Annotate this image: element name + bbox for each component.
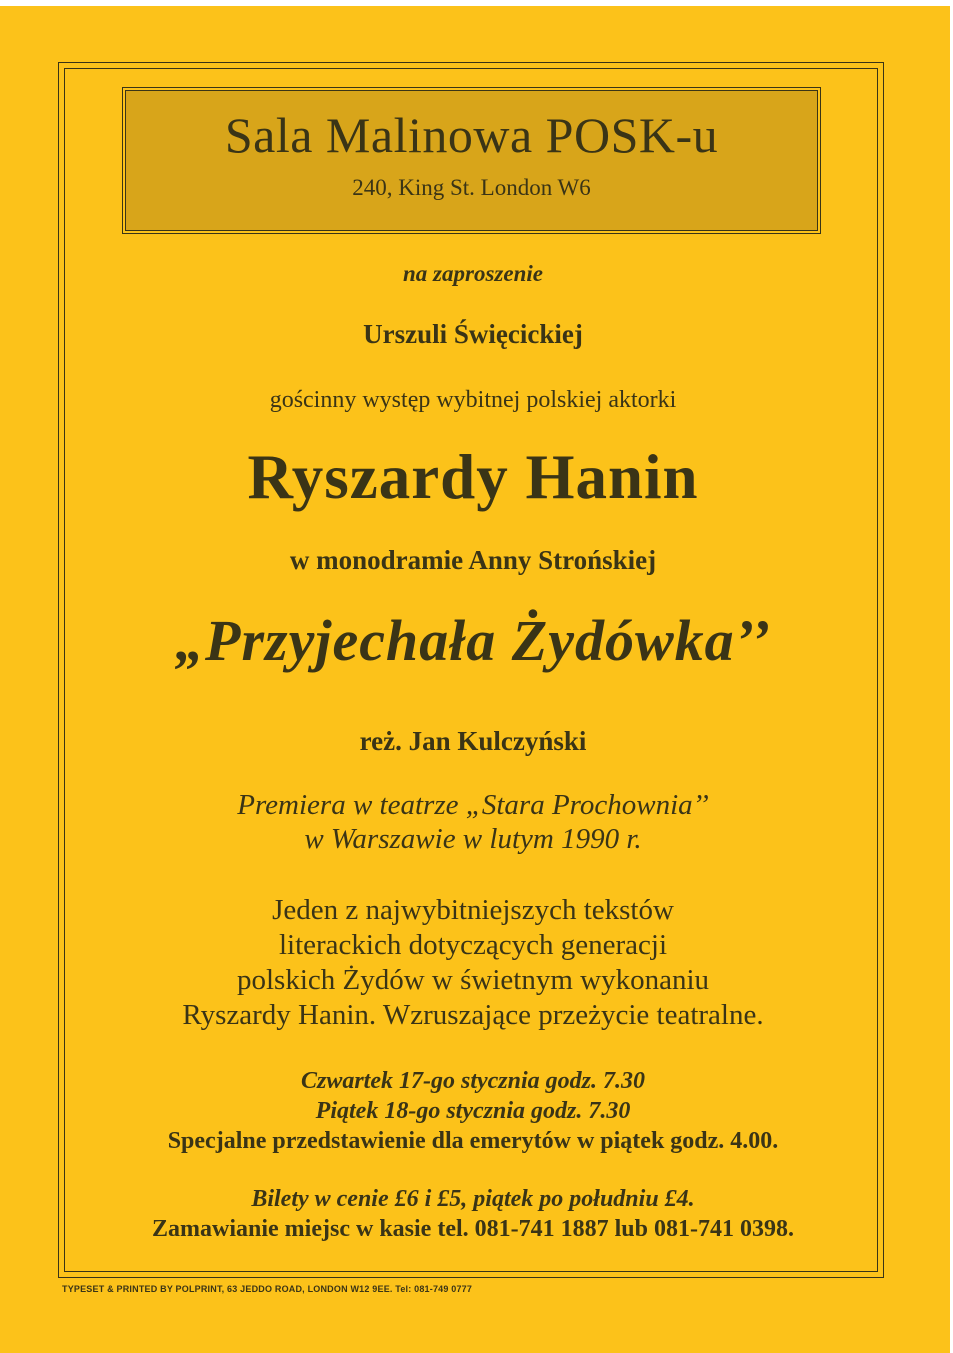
premiere-line-1: Premiera w teatrze „Stara Prochownia’’: [237, 789, 709, 821]
performance-date-1: Czwartek 17-go stycznia godz. 7.30: [300, 1068, 645, 1094]
blurb-line-1: Jeden z najwybitniejszych tekstów: [272, 894, 674, 926]
monodrama-line: w monodramie Anny Strońskiej: [289, 545, 657, 575]
venue-address: 240, King St. London W6: [352, 175, 591, 200]
booking-info: Zamawianie miejsc w kasie tel. 081-741 1887 lub 081-741 0398.: [152, 1216, 794, 1242]
invitation-intro: na zaproszenie: [403, 261, 543, 286]
play-title: „Przyjechała Żydówka’’: [175, 608, 771, 673]
performance-date-2: Piątek 18-go stycznia godz. 7.30: [315, 1098, 631, 1124]
printer-credit: TYPESET & PRINTED BY POLPRINT, 63 JEDDO ROAD, LONDON W12 9EE. Tel: 081-749 0777: [62, 1284, 473, 1294]
director-credit: reż. Jan Kulczyński: [359, 726, 587, 756]
blurb-line-3: polskich Żydów w świetnym wykonaniu: [236, 964, 709, 996]
venue-header: [125, 90, 818, 231]
special-performance: Specjalne przedstawienie dla emerytów w piątek godz. 4.00.: [167, 1128, 779, 1154]
premiere-line-2: w Warszawie w lutym 1990 r.: [304, 823, 642, 855]
venue-title: Sala Malinowa POSK-u: [224, 107, 719, 163]
actress-name: Ryszardy Hanin: [247, 442, 699, 512]
host-name: Urszuli Święcickiej: [363, 319, 583, 349]
blurb-line-2: literackich dotyczących generacji: [278, 929, 668, 961]
blurb-line-4: Ryszardy Hanin. Wzruszające przeżycie teatralne.: [182, 999, 764, 1031]
ticket-prices: Bilety w cenie £6 i £5, piątek po południu £4.: [251, 1186, 695, 1212]
performance-description: gościnny występ wybitnej polskiej aktorki: [269, 387, 677, 413]
